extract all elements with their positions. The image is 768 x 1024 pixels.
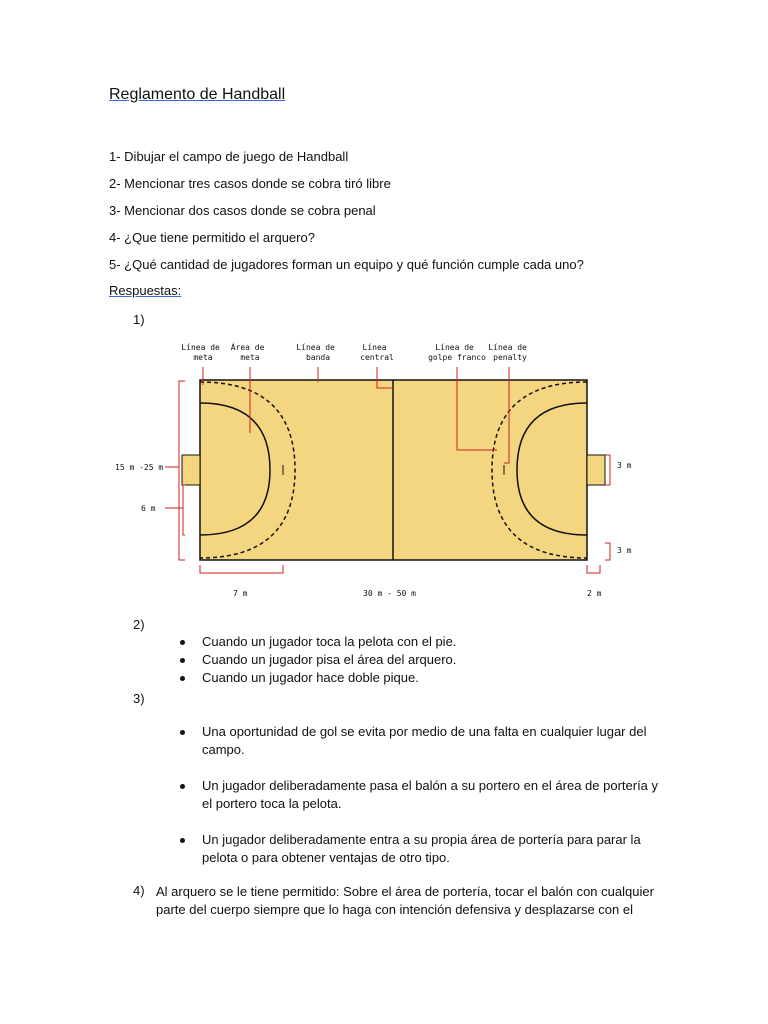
answer-2-list xyxy=(178,633,456,687)
label-dim-15-25: 15 m -25 m xyxy=(115,463,164,472)
answer-number-4: 4) xyxy=(133,883,145,898)
answer-3-item-2: Un jugador deliberadamente pasa el balón a su portero en el área de portería y el portero toca la pelota. xyxy=(202,778,659,811)
label-dim-3-bottom: 3 m xyxy=(617,546,632,555)
answer-number-2: 2) xyxy=(133,617,145,632)
list-item: Cuando un jugador pisa el área del arquero. xyxy=(178,651,456,669)
answer-3-item-3: Un jugador deliberadamente entra a su propia área de portería para parar la pelota o para obtener ventajas de otro tipo. xyxy=(202,832,641,865)
answer-4-text: Al arquero se le tiene permitido: Sobre el área de portería, tocar el balón con cualquier parte del cuerpo siempre que lo haga con intención defensiva y desplazarse con el xyxy=(156,884,654,917)
goal-left xyxy=(182,455,200,485)
bullet-icon xyxy=(180,784,185,789)
answer-3-item-1: Una oportunidad de gol se evita por medio de una falta en cualquier lugar del campo. xyxy=(202,724,647,757)
label-dim-30-50: 30 m - 50 m xyxy=(363,589,416,598)
label-linea-central: Línea central xyxy=(360,343,394,362)
answers-heading: Respuestas: xyxy=(109,283,182,298)
goal-right xyxy=(587,455,605,485)
question-2: 2- Mencionar tres casos donde se cobra tiró libre xyxy=(109,176,391,191)
label-linea-penalty: Línea de penalty xyxy=(488,343,527,362)
question-1: 1- Dibujar el campo de juego de Handball xyxy=(109,149,349,164)
label-linea-banda: Línea de banda xyxy=(296,343,335,362)
label-linea-meta: Línea de meta xyxy=(181,343,220,362)
document-title: Reglamento de Handball xyxy=(109,86,286,103)
question-5: 5- ¿Qué cantidad de jugadores forman un equipo y qué función cumple cada uno? xyxy=(109,257,584,272)
label-dim-3-top: 3 m xyxy=(617,461,632,470)
bullet-icon xyxy=(180,730,185,735)
answer-number-3: 3) xyxy=(133,691,145,706)
question-3: 3- Mencionar dos casos donde se cobra penal xyxy=(109,203,376,218)
bullet-icon xyxy=(180,838,185,843)
answer-number-1: 1) xyxy=(133,312,145,327)
label-dim-7: 7 m xyxy=(233,589,248,598)
list-item: Cuando un jugador hace doble pique. xyxy=(178,669,456,687)
label-dim-2: 2 m xyxy=(587,589,602,598)
label-dim-6: 6 m xyxy=(141,504,156,513)
question-4: 4- ¿Que tiene permitido el arquero? xyxy=(109,230,315,245)
handball-field-diagram xyxy=(105,335,632,610)
label-golpe-franco: Línea de golpe franco xyxy=(428,343,486,362)
list-item: Cuando un jugador toca la pelota con el pie. xyxy=(178,633,456,651)
label-area-meta: Área de meta xyxy=(230,343,265,362)
